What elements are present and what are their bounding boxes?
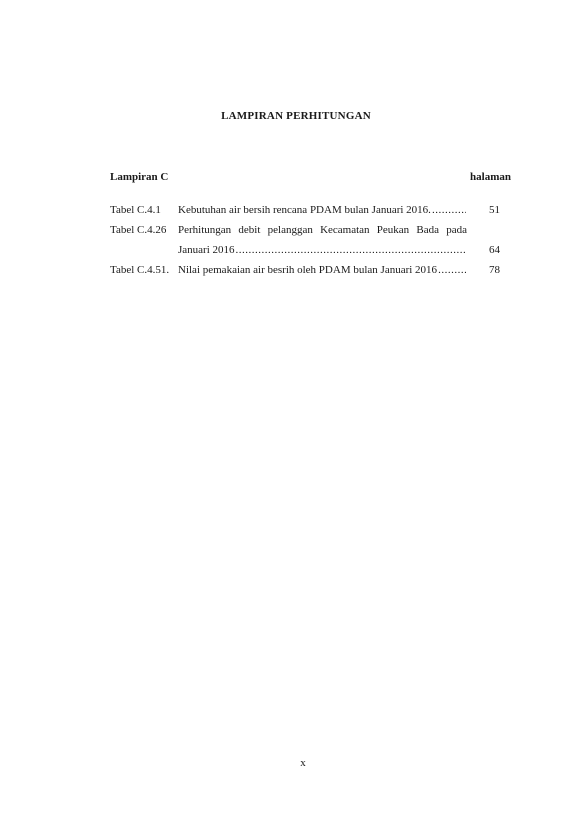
table-code: Tabel C.4.51. [110,264,170,276]
entry-line [178,240,500,260]
table-code: Tabel C.4.1 [110,204,161,216]
page-folio: x [300,757,306,769]
entry-line [178,200,500,220]
page-number: 51 [489,204,500,216]
page-number: 78 [489,264,500,276]
entry-line [178,260,500,280]
page-number: 64 [489,244,500,256]
page-title: LAMPIRAN PERHITUNGAN [221,110,371,122]
dot-leader [236,240,466,260]
entry-title: Perhitungan debit pelanggan Kecamatan Peukan Bada pada [178,224,467,236]
page-column-label: halaman [470,171,511,183]
table-code: Tabel C.4.26 [110,224,167,236]
entry-body [178,200,500,220]
entry-title: Nilai pemakaian air besrih oleh PDAM bulan Januari 2016 [178,264,438,276]
entry-title-continued: Januari 2016 [178,244,235,256]
entry-body [178,220,500,260]
entry-body [178,260,500,280]
dot-leader [432,200,466,220]
dot-leader [438,260,466,280]
entry-title: Kebutuhan air bersih rencana PDAM bulan Januari 2016. [178,204,431,216]
section-label: Lampiran C [110,171,169,183]
